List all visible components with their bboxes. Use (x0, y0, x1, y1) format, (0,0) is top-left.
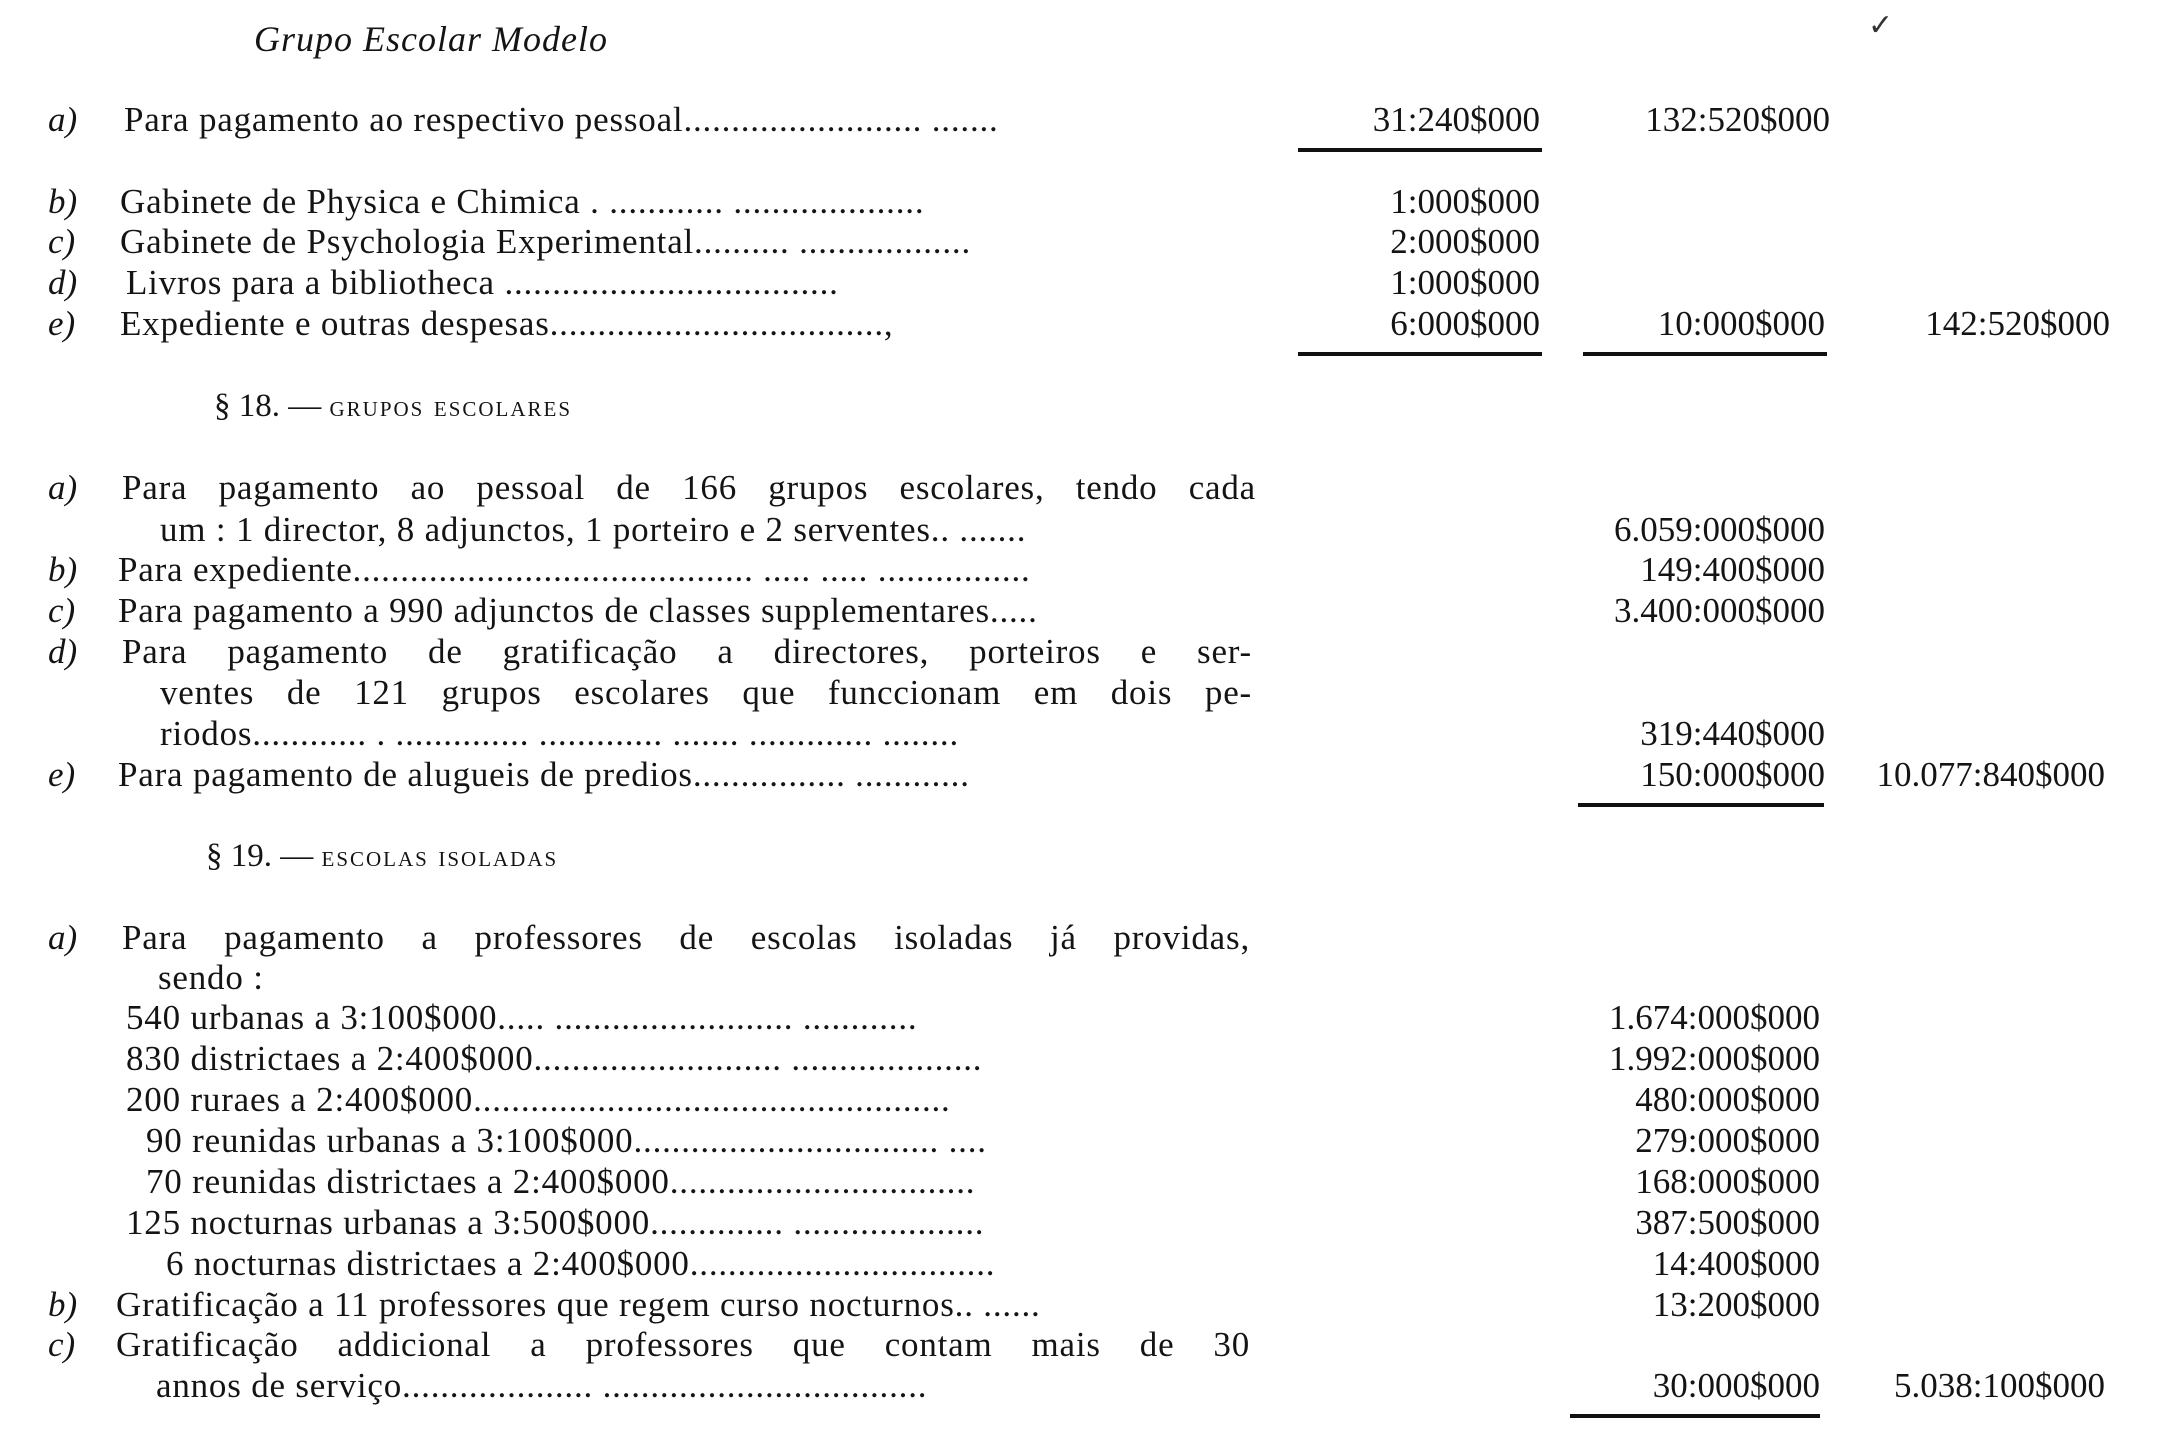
section-number: § 18. — (214, 388, 322, 424)
item-text: Para pagamento ao respectivo pessoal......................... ....... (124, 100, 999, 139)
item-letter: b) (48, 182, 78, 221)
item-text: sendo : (158, 958, 264, 997)
section-title (206, 838, 558, 875)
item-letter: e) (48, 304, 76, 343)
item-letter: a) (48, 918, 78, 957)
item-text: Para pagamento a professores de escolas isoladas já providas, (122, 918, 1250, 957)
item-text: 6 nocturnas districtaes a 2:400$000................................ (166, 1244, 996, 1283)
item-text: um : 1 director, 8 adjunctos, 1 porteiro e 2 serventes.. ....... (160, 510, 1027, 549)
amount-col2: 13:200$000 (1652, 1285, 1820, 1324)
amount-col2: 150:000$000 (1640, 755, 1825, 794)
item-letter: c) (48, 1325, 76, 1364)
item-letter: b) (48, 550, 78, 589)
amount-col1: 6:000$000 (1390, 304, 1540, 343)
amount-col2: 14:400$000 (1652, 1244, 1820, 1283)
item-text: Gabinete de Physica e Chimica . ............ .................... (120, 182, 925, 221)
amount-col2: 3.400:000$000 (1614, 591, 1825, 630)
amount-col2: 132:520$000 (1645, 100, 1830, 139)
item-text: Para pagamento de alugueis de predios................ ............ (118, 755, 970, 794)
amount-col2: 30:000$000 (1652, 1366, 1820, 1405)
amount-col1: 1:000$000 (1390, 182, 1540, 221)
section-heading: Grupo Escolar Modelo (254, 19, 608, 59)
item-letter: e) (48, 755, 76, 794)
item-text: Para pagamento ao pessoal de 166 grupos escolares, tendo cada (122, 468, 1256, 507)
section-number: § 19. — (206, 838, 314, 874)
amount-col3: 5.038:100$000 (1894, 1366, 2105, 1405)
section-name: escolas isoladas (321, 840, 559, 873)
amount-col3: 142:520$000 (1925, 304, 2110, 343)
item-letter: c) (48, 591, 76, 630)
item-text: 70 reunidas districtaes a 2:400$000................................ (146, 1162, 976, 1201)
item-letter: a) (48, 468, 78, 507)
section-title (214, 388, 572, 425)
sum-rule (1578, 803, 1824, 807)
section-name: grupos escolares (329, 390, 573, 423)
item-text: 125 nocturnas urbanas a 3:500$000.............. .................... (126, 1203, 985, 1242)
item-text: 200 ruraes a 2:400$000.................................................. (126, 1080, 951, 1119)
item-text: riodos............ . .............. ............. ....... ............. ........ (160, 714, 959, 753)
item-text: annos de serviço.................... .................................. (156, 1366, 928, 1405)
amount-col2: 319:440$000 (1640, 714, 1825, 753)
item-letter: c) (48, 222, 76, 261)
item-text: Para pagamento a 990 adjunctos de classes supplementares..... (118, 591, 1038, 630)
item-text: ventes de 121 grupos escolares que funccionam em dois pe- (160, 673, 1252, 712)
amount-col2: 279:000$000 (1635, 1121, 1820, 1160)
sum-rule (1583, 352, 1827, 356)
item-text: 830 districtaes a 2:400$000.......................... .................... (126, 1039, 983, 1078)
item-text: Expediente e outras despesas..................................., (120, 304, 894, 343)
item-text: Gratificação a 11 professores que regem curso nocturnos.. ...... (116, 1285, 1041, 1324)
sum-rule (1298, 148, 1542, 152)
amount-col2: 480:000$000 (1635, 1080, 1820, 1119)
amount-col2: 1.674:000$000 (1609, 998, 1820, 1037)
amount-col1: 31:240$000 (1372, 100, 1540, 139)
amount-col2: 6.059:000$000 (1614, 510, 1825, 549)
amount-col1: 2:000$000 (1390, 222, 1540, 261)
item-text: Livros para a bibliotheca ................................... (126, 263, 839, 302)
amount-col2: 168:000$000 (1635, 1162, 1820, 1201)
amount-col1: 1:000$000 (1390, 263, 1540, 302)
item-text: 540 urbanas a 3:100$000..... ......................... ............ (126, 998, 918, 1037)
amount-col2: 387:500$000 (1635, 1203, 1820, 1242)
item-text: Gabinete de Psychologia Experimental.......... .................. (120, 222, 972, 261)
item-text: Gratificação addicional a professores que contam mais de 30 (116, 1325, 1250, 1364)
amount-col2: 10:000$000 (1657, 304, 1825, 343)
item-letter: d) (48, 263, 78, 302)
item-letter: b) (48, 1285, 78, 1324)
amount-col3: 10.077:840$000 (1876, 755, 2105, 794)
check-mark: ✓ (1868, 9, 1894, 42)
sum-rule (1570, 1414, 1820, 1418)
amount-col2: 1.992:000$000 (1609, 1039, 1820, 1078)
item-text: 90 reunidas urbanas a 3:100$000................................ .... (146, 1121, 987, 1160)
item-letter: d) (48, 632, 78, 671)
amount-col2: 149:400$000 (1640, 550, 1825, 589)
item-text: Para pagamento de gratificação a directores, porteiros e ser- (122, 632, 1252, 671)
item-letter: a) (48, 100, 78, 139)
item-text: Para expediente.......................................... ..... ..... ................ (118, 550, 1031, 589)
sum-rule (1298, 352, 1542, 356)
